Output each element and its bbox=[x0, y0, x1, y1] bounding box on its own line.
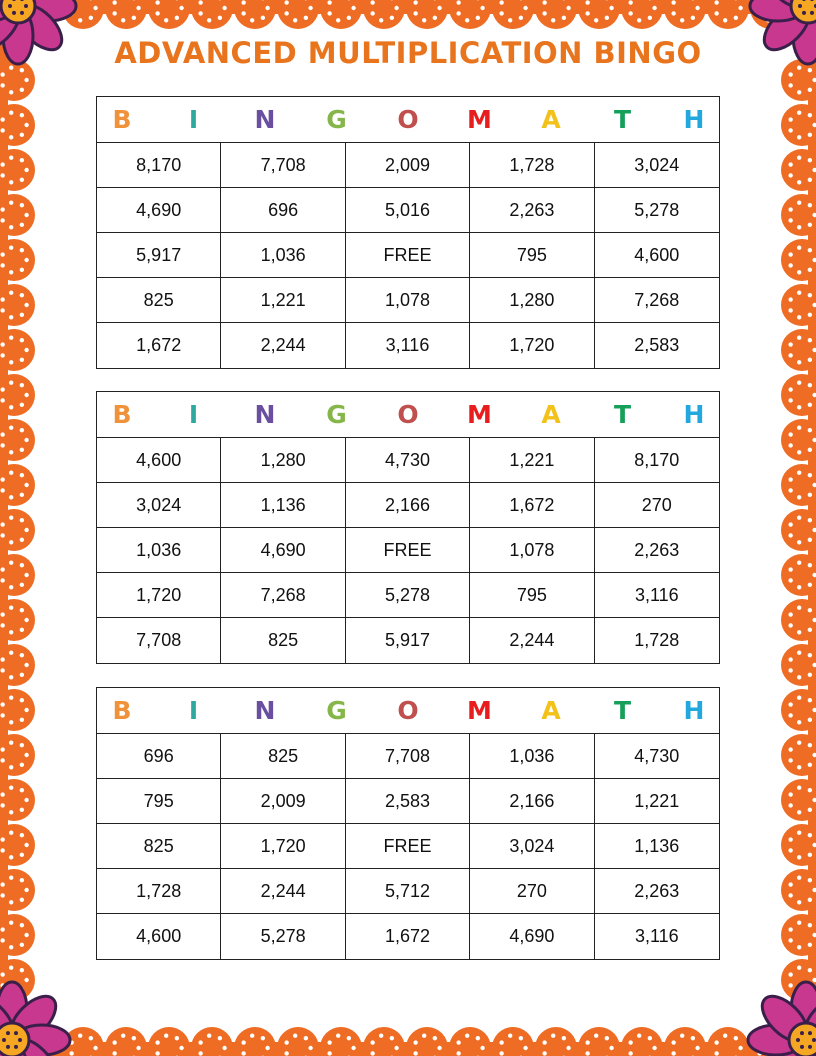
bingo-cell: 3,024 bbox=[595, 143, 719, 188]
header-letter: H bbox=[683, 105, 705, 134]
header-letter: I bbox=[188, 105, 199, 134]
header-letter: A bbox=[541, 400, 561, 429]
bingo-cell: 7,708 bbox=[346, 734, 470, 779]
bingo-cell: 2,244 bbox=[221, 869, 345, 914]
border-scallop bbox=[578, 0, 620, 29]
border-scallop bbox=[492, 0, 534, 29]
border-scallop bbox=[781, 284, 816, 326]
header-letter: O bbox=[397, 400, 419, 429]
bingo-cell: 3,116 bbox=[634, 926, 679, 946]
border-scallop bbox=[781, 644, 816, 686]
bingo-cell: 2,166 bbox=[470, 779, 594, 824]
bingo-cell: 7,268 bbox=[221, 573, 345, 618]
header-letter: H bbox=[683, 696, 705, 725]
border-scallop bbox=[0, 869, 35, 911]
header-letter: T bbox=[613, 696, 632, 725]
free-space-cell: FREE bbox=[346, 233, 470, 278]
bingo-card bbox=[96, 96, 720, 369]
bingo-cell: 1,728 bbox=[97, 869, 221, 914]
bingo-cell: 696 bbox=[97, 734, 221, 779]
border-scallop bbox=[449, 0, 491, 29]
bingo-cell: 4,600 bbox=[97, 914, 221, 959]
bingo-card bbox=[96, 687, 720, 960]
border-scallop bbox=[781, 104, 816, 146]
bingo-cell: 270 bbox=[595, 483, 719, 528]
bingo-cell: 1,221 bbox=[470, 438, 594, 483]
border-scallop bbox=[0, 329, 35, 371]
bingo-card-header bbox=[97, 97, 719, 143]
border-scallop bbox=[105, 1027, 147, 1056]
border-scallop bbox=[406, 1027, 448, 1056]
header-letter: G bbox=[326, 400, 347, 429]
bingo-cell: 825 bbox=[221, 734, 345, 779]
free-space-cell: FREE bbox=[346, 824, 470, 869]
border-scallop bbox=[535, 1027, 577, 1056]
bingo-cell: 696 bbox=[221, 188, 345, 233]
bingo-cell: 2,009 bbox=[346, 143, 470, 188]
border-scallop bbox=[707, 1027, 749, 1056]
bingo-cell: 2,583 bbox=[634, 335, 680, 355]
header-letter: B bbox=[112, 105, 132, 134]
border-scallop bbox=[277, 1027, 319, 1056]
border-scallop bbox=[0, 599, 35, 641]
header-letter: H bbox=[683, 400, 705, 429]
header-letter: T bbox=[613, 400, 632, 429]
border-scallop bbox=[0, 239, 35, 281]
border-scallop bbox=[277, 0, 319, 29]
bingo-cell: 2,263 bbox=[470, 188, 594, 233]
header-letter: G bbox=[326, 105, 347, 134]
header-letter: M bbox=[467, 696, 492, 725]
header-letter: O bbox=[397, 105, 419, 134]
bingo-cell: 3,024 bbox=[97, 483, 221, 528]
header-letter: G bbox=[326, 696, 347, 725]
bingo-cell: 4,690 bbox=[470, 914, 594, 959]
border-scallop bbox=[781, 779, 816, 821]
border-scallop bbox=[105, 0, 147, 29]
border-scallop bbox=[781, 374, 816, 416]
border-scallop bbox=[0, 284, 35, 326]
border-scallop bbox=[0, 419, 35, 461]
border-scallop bbox=[492, 1027, 534, 1056]
bingo-cell: 1,078 bbox=[346, 278, 470, 323]
border-scallop bbox=[781, 419, 816, 461]
border-scallop bbox=[191, 0, 233, 29]
bingo-cell: 4,730 bbox=[595, 734, 719, 779]
border-scallop bbox=[0, 914, 35, 956]
header-letter: O bbox=[397, 696, 419, 725]
bingo-cell: 1,280 bbox=[470, 278, 594, 323]
page-title: ADVANCED MULTIPLICATION BINGO bbox=[114, 36, 702, 70]
bingo-cell: 5,278 bbox=[595, 188, 719, 233]
corner-flower-icon bbox=[748, 982, 816, 1056]
border-scallop bbox=[781, 824, 816, 866]
border-scallop bbox=[664, 0, 706, 29]
border-scallop bbox=[781, 869, 816, 911]
border-scallop bbox=[707, 0, 749, 29]
bingo-cell: 2,166 bbox=[346, 483, 470, 528]
border-scallop bbox=[781, 464, 816, 506]
bingo-cell: 1,720 bbox=[97, 573, 221, 618]
border-scallop bbox=[0, 734, 35, 776]
header-letter: N bbox=[254, 400, 276, 429]
border-scallop bbox=[234, 1027, 276, 1056]
bingo-cell: 2,263 bbox=[595, 528, 719, 573]
border-scallop bbox=[0, 194, 35, 236]
border-scallop bbox=[781, 914, 816, 956]
header-letter: M bbox=[467, 105, 492, 134]
border-scallop bbox=[0, 689, 35, 731]
border-scallop bbox=[320, 0, 362, 29]
bingo-cell: 3,116 bbox=[595, 573, 719, 618]
bingo-cell: 1,280 bbox=[221, 438, 345, 483]
border-scallop bbox=[363, 1027, 405, 1056]
bingo-cell: 795 bbox=[470, 233, 594, 278]
border-scallop bbox=[363, 0, 405, 29]
bingo-cell: 2,263 bbox=[595, 869, 719, 914]
header-letter: B bbox=[112, 400, 132, 429]
bingo-cell: 1,728 bbox=[470, 143, 594, 188]
bingo-cell: 270 bbox=[470, 869, 594, 914]
header-letter: N bbox=[254, 105, 276, 134]
bingo-card-header bbox=[97, 688, 719, 734]
border-scallop bbox=[234, 0, 276, 29]
bingo-cell: 795 bbox=[470, 573, 594, 618]
bingo-cell: 1,221 bbox=[595, 779, 719, 824]
header-letter: I bbox=[188, 696, 199, 725]
bingo-cell: 1,136 bbox=[221, 483, 345, 528]
border-scallop bbox=[148, 1027, 190, 1056]
border-scallop bbox=[0, 104, 35, 146]
bingo-cell: 8,170 bbox=[97, 143, 221, 188]
border-scallop bbox=[781, 734, 816, 776]
bingo-cell: 5,917 bbox=[97, 233, 221, 278]
bingo-cell: 2,009 bbox=[221, 779, 345, 824]
bingo-grid bbox=[97, 143, 719, 368]
bingo-cell: 825 bbox=[97, 278, 221, 323]
bingo-cell: 1,036 bbox=[97, 528, 221, 573]
header-letter: T bbox=[613, 105, 632, 134]
bingo-cell: 4,690 bbox=[221, 528, 345, 573]
border-scallop bbox=[781, 194, 816, 236]
bingo-cell: 3,024 bbox=[470, 824, 594, 869]
bingo-cell: 1,720 bbox=[470, 323, 594, 368]
header-letter: A bbox=[541, 696, 561, 725]
bingo-cell: 5,917 bbox=[346, 618, 470, 663]
border-scallop bbox=[0, 149, 35, 191]
bingo-cell: 7,268 bbox=[595, 278, 719, 323]
free-space-cell: FREE bbox=[346, 528, 470, 573]
bingo-cell: 1,036 bbox=[470, 734, 594, 779]
bingo-cell: 1,036 bbox=[221, 233, 345, 278]
border-scallop bbox=[781, 329, 816, 371]
border-scallop bbox=[0, 464, 35, 506]
bingo-cell: 4,690 bbox=[97, 188, 221, 233]
border-scallop bbox=[781, 509, 816, 551]
bingo-cell: 1,728 bbox=[634, 630, 680, 650]
border-scallop bbox=[0, 644, 35, 686]
border-scallop bbox=[320, 1027, 362, 1056]
bingo-card bbox=[96, 391, 720, 664]
bingo-grid bbox=[97, 438, 719, 663]
border-scallop bbox=[0, 779, 35, 821]
bingo-cell: 2,244 bbox=[470, 618, 594, 663]
border-scallop bbox=[781, 599, 816, 641]
border-scallop bbox=[0, 554, 35, 596]
border-scallop bbox=[0, 374, 35, 416]
bingo-cell: 8,170 bbox=[595, 438, 719, 483]
bingo-cell: 825 bbox=[97, 824, 221, 869]
border-scallop bbox=[148, 0, 190, 29]
border-scallop bbox=[0, 824, 35, 866]
bingo-cell: 1,136 bbox=[595, 824, 719, 869]
border-scallop bbox=[781, 149, 816, 191]
bingo-cell: 4,600 bbox=[97, 438, 221, 483]
border-scallop bbox=[664, 1027, 706, 1056]
border-scallop bbox=[535, 0, 577, 29]
border-scallop bbox=[578, 1027, 620, 1056]
bingo-cell: 7,708 bbox=[221, 143, 345, 188]
bingo-cell: 1,221 bbox=[221, 278, 345, 323]
bingo-cell: 1,672 bbox=[97, 323, 221, 368]
bingo-cell: 1,672 bbox=[470, 483, 594, 528]
bingo-cell: 5,278 bbox=[221, 914, 345, 959]
border-scallop bbox=[449, 1027, 491, 1056]
border-scallop bbox=[0, 509, 35, 551]
header-letter: I bbox=[188, 400, 199, 429]
bingo-cell: 4,600 bbox=[595, 233, 719, 278]
header-letter: A bbox=[541, 105, 561, 134]
header-letter: N bbox=[254, 696, 276, 725]
bingo-cell: 2,244 bbox=[221, 323, 345, 368]
bingo-cell: 7,708 bbox=[97, 618, 221, 663]
bingo-card-header bbox=[97, 392, 719, 438]
border-scallop bbox=[621, 1027, 663, 1056]
bingo-cell: 1,078 bbox=[470, 528, 594, 573]
bingo-grid bbox=[97, 734, 719, 959]
bingo-cell: 5,278 bbox=[346, 573, 470, 618]
border-scallop bbox=[191, 1027, 233, 1056]
header-letter: M bbox=[467, 400, 492, 429]
header-letter: B bbox=[112, 696, 132, 725]
bingo-cell: 795 bbox=[97, 779, 221, 824]
bingo-cell: 5,016 bbox=[346, 188, 470, 233]
bingo-cell: 2,583 bbox=[346, 779, 470, 824]
border-scallop bbox=[781, 239, 816, 281]
border-scallop bbox=[406, 0, 448, 29]
border-scallop bbox=[781, 689, 816, 731]
bingo-cell: 825 bbox=[221, 618, 345, 663]
border-scallop bbox=[621, 0, 663, 29]
bingo-cell: 1,720 bbox=[221, 824, 345, 869]
bingo-cell: 5,712 bbox=[346, 869, 470, 914]
bingo-cell: 3,116 bbox=[346, 323, 470, 368]
corner-flower-icon bbox=[0, 982, 70, 1056]
bingo-cell: 1,672 bbox=[346, 914, 470, 959]
border-scallop bbox=[781, 554, 816, 596]
bingo-cell: 4,730 bbox=[346, 438, 470, 483]
